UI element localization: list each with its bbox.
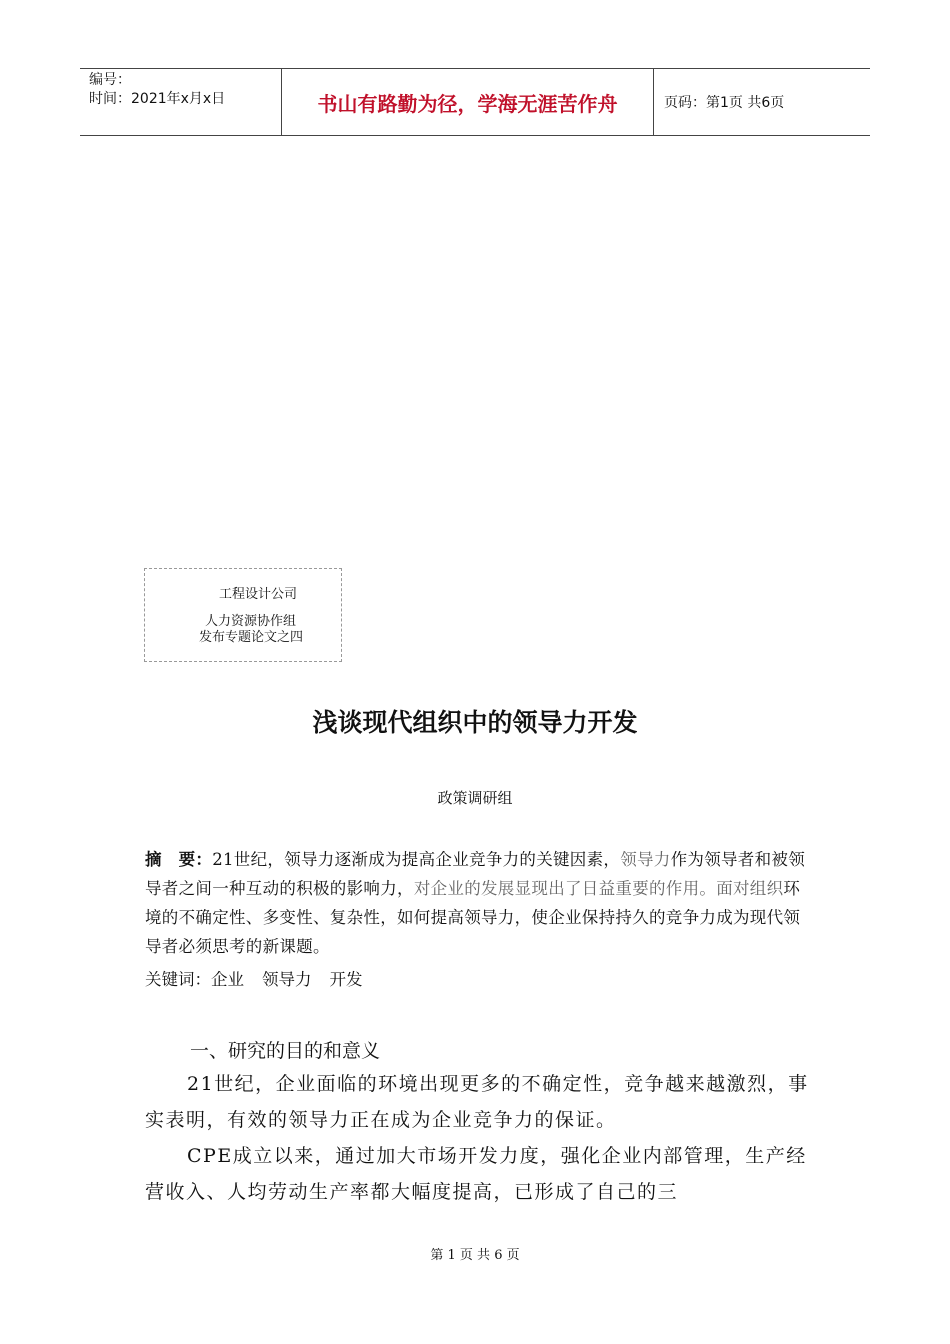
body-paragraph: 21世纪，企业面临的环境出现更多的不确定性，竞争越来越激烈，事实表明，有效的领导力正在成为企业竞争力的保证。 xyxy=(145,1073,809,1131)
abstract-text-c: 作为领导者和被领导者之间一种互动的积极的影响力， xyxy=(145,850,806,898)
header-page-info: 页码：第1页 共6页 xyxy=(664,95,785,111)
stamp-line-group: 人力资源协作组 xyxy=(205,614,297,629)
stamp-line-series: 发布专题论文之四 xyxy=(199,630,304,645)
header-meta xyxy=(80,69,282,135)
abstract xyxy=(145,845,815,961)
abstract-text-d: 对企业的发展显现出了日益重要的作用。面对组织 xyxy=(413,879,784,898)
document-title: 浅谈现代组织中的领导力开发 xyxy=(312,708,638,737)
time-label: 时间：2021年x月x日 xyxy=(89,91,226,107)
number-label: 编号： xyxy=(89,72,131,88)
page-header xyxy=(80,68,870,136)
abstract-text-e: 环境的不确定性、多变性、复杂性，如何提高领导力，使企业保持持久的竞争力成为现代领导者必须思考的新课题。 xyxy=(145,879,801,956)
abstract-text-a: 21世纪，领导力逐渐成为提高企业竞争力的关键因素， xyxy=(212,850,621,869)
keywords xyxy=(145,966,381,990)
section-heading: 一、研究的目的和意义 xyxy=(190,1040,381,1062)
document-author: 政策调研组 xyxy=(437,789,513,807)
keyword: 企业 xyxy=(211,970,244,989)
abstract-label: 摘 要： xyxy=(145,850,213,869)
keywords-label: 关键词： xyxy=(145,970,211,989)
body-paragraph: CPE成立以来，通过加大市场开发力度，强化企业内部管理，生产经营收入、人均劳动生产率都大幅度提高，已形成了自己的三 xyxy=(145,1145,807,1203)
publisher-stamp xyxy=(144,568,342,662)
stamp-line-company: 工程设计公司 xyxy=(219,587,298,602)
header-motto: 书山有路勤为径，学海无涯苦作舟 xyxy=(282,69,654,135)
page-footer: 第 1 页 共 6 页 xyxy=(430,1248,520,1263)
keyword: 领导力 xyxy=(262,970,312,989)
keyword: 开发 xyxy=(329,970,363,989)
abstract-text-b: 领导力 xyxy=(620,850,671,869)
